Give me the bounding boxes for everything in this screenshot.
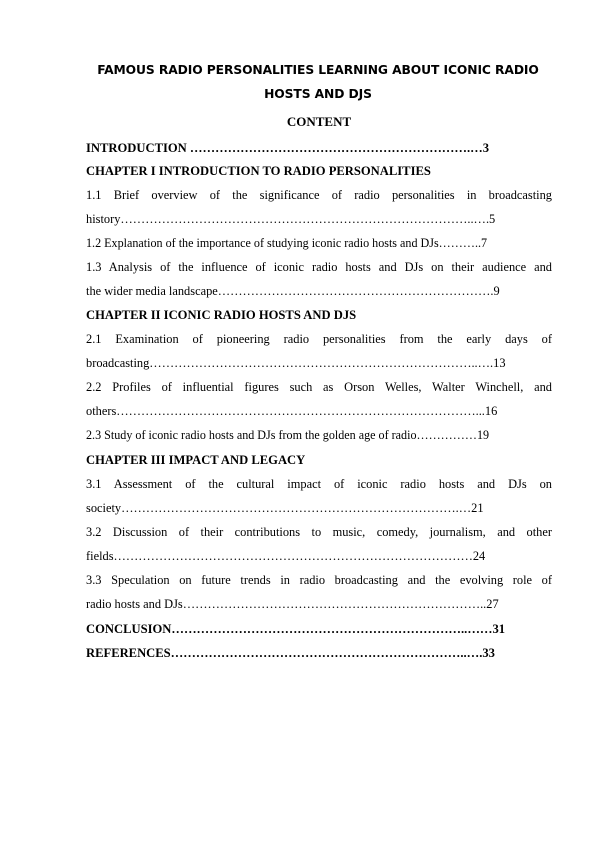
document-title [80, 58, 556, 106]
toc-entry-1-2: 1.2 Explanation of the importance of studying iconic radio hosts and DJs………..7 [86, 236, 488, 250]
toc-chapter-3-heading: CHAPTER III IMPACT AND LEGACY [86, 453, 306, 467]
toc-entry-2-3: 2.3 Study of iconic radio hosts and DJs from the golden age of radio……………19 [86, 428, 490, 442]
toc-entry-1-3: 1.3 Analysis of the influence of iconic radio hosts and DJs on their audience and [86, 260, 552, 274]
toc-entry-1-3-cont: the wider media landscape………………………………………………………….9 [86, 284, 500, 298]
toc-entry-2-1: 2.1 Examination of pioneering radio personalities from the early days of [86, 332, 552, 346]
toc-entry-2-2-cont: others……………………………………………………………………………...16 [86, 404, 498, 418]
title-line-2: HOSTS AND DJS [264, 87, 372, 101]
toc-chapter-1-heading: CHAPTER I INTRODUCTION TO RADIO PERSONALITIES [86, 164, 431, 178]
toc-entry-3-1: 3.1 Assessment of the cultural impact of iconic radio hosts and DJs on [86, 477, 552, 491]
toc-entry-3-1-cont: society……………………………………………………………………….…21 [86, 501, 484, 515]
toc-entry-2-1-cont: broadcasting……………………………………………………………………..….13 [86, 356, 506, 370]
content-heading: CONTENT [286, 114, 352, 129]
toc-entry-conclusion: CONCLUSION……………………………………………………………..……31 [86, 622, 506, 636]
title-line-1: FAMOUS RADIO PERSONALITIES LEARNING ABOUT ICONIC RADIO [97, 63, 539, 77]
toc-entry-references: REFERENCES……………………………………………………………..….33 [86, 646, 495, 660]
toc-entry-3-3-cont: radio hosts and DJs………………………………………………………………..27 [86, 597, 499, 611]
toc-entry-1-1-cont: history…………………………………………………………………………..….5 [86, 212, 496, 226]
toc-entry-2-2: 2.2 Profiles of influential figures such as Orson Welles, Walter Winchell, and [86, 380, 552, 394]
toc-entry-3-2-cont: fields……………………………………………………………………………24 [86, 549, 486, 563]
toc-entry-1-1: 1.1 Brief overview of the significance of radio personalities in broadcasting [86, 188, 552, 202]
toc-entry-introduction: INTRODUCTION ………………………………………………………….…3 [86, 141, 490, 155]
toc-entry-3-3: 3.3 Speculation on future trends in radio broadcasting and the evolving role of [86, 573, 552, 587]
toc-entry-3-2: 3.2 Discussion of their contributions to music, comedy, journalism, and other [86, 525, 552, 539]
toc-chapter-2-heading: CHAPTER II ICONIC RADIO HOSTS AND DJS [86, 308, 357, 322]
